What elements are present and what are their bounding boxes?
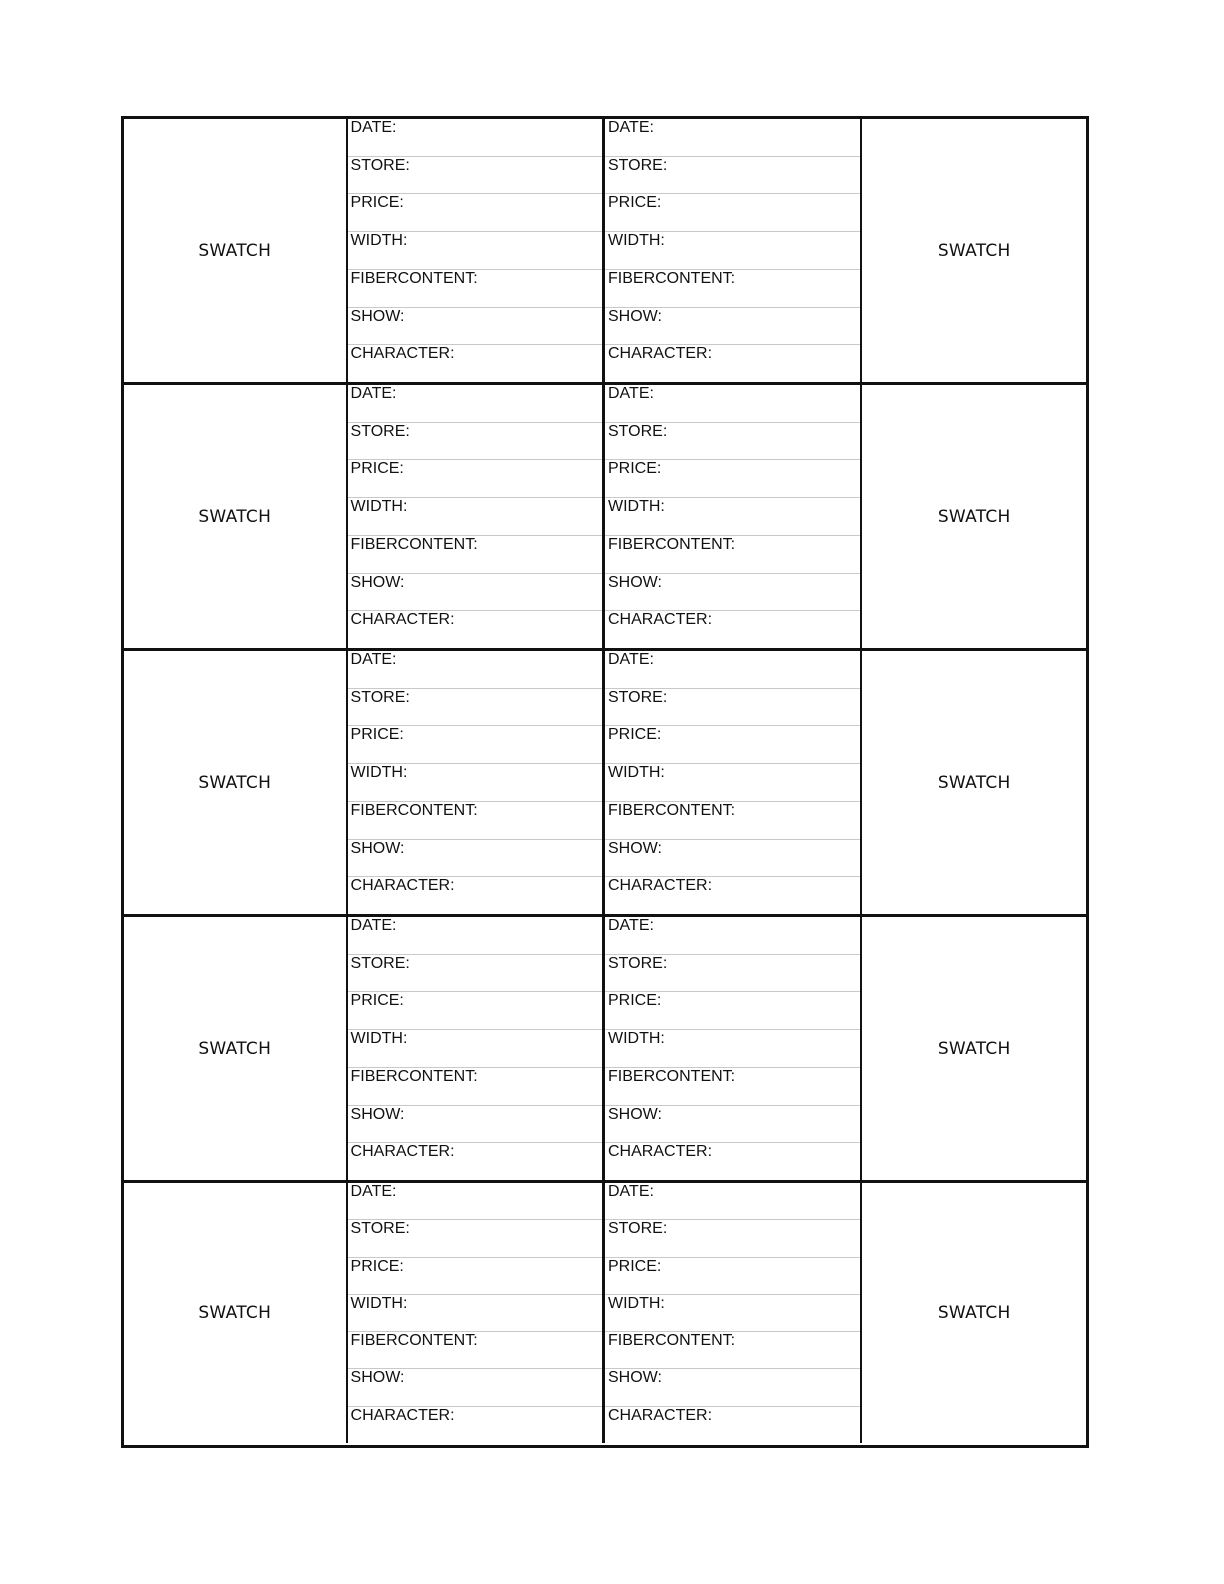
field-label: PRICE: — [348, 992, 602, 1030]
field-label: PRICE: — [605, 992, 860, 1030]
swatch-row — [124, 119, 1086, 385]
swatch-box-left: SWATCH — [124, 1183, 348, 1443]
field-label: STORE: — [348, 1220, 602, 1257]
record-fields-column — [348, 651, 605, 914]
field-label: WIDTH: — [348, 498, 602, 536]
field-label: DATE: — [348, 1183, 602, 1220]
field-label: STORE: — [605, 423, 860, 461]
field-label: DATE: — [348, 917, 602, 955]
field-label: FIBERCONTENT: — [348, 270, 602, 308]
field-label: CHARACTER: — [608, 611, 713, 629]
field-label: DATE: — [605, 1183, 860, 1220]
swatch-box-right: SWATCH — [937, 772, 1011, 793]
field-label: WIDTH: — [605, 1030, 860, 1068]
swatch-row — [124, 651, 1086, 917]
field-label: WIDTH: — [605, 764, 860, 802]
swatch-box-right: SWATCH — [937, 1038, 1011, 1059]
field-label: DATE: — [605, 119, 860, 157]
field-label: SHOW: — [348, 1106, 602, 1144]
field-label: DATE: — [605, 385, 860, 423]
field-label: FIBERCONTENT: — [605, 1332, 860, 1369]
record-fields-column — [605, 917, 862, 1180]
field-label: FIBERCONTENT: — [348, 802, 602, 840]
record-fields-column — [348, 119, 605, 382]
field-label: STORE: — [605, 689, 860, 727]
field-label: PRICE: — [605, 194, 860, 232]
field-label: STORE: — [348, 423, 602, 461]
field-label: SHOW: — [605, 308, 860, 346]
field-label: CHARACTER: — [608, 1143, 713, 1161]
field-label: SHOW: — [348, 308, 602, 346]
swatch-box-right: SWATCH — [937, 506, 1011, 527]
field-label: PRICE: — [605, 460, 860, 498]
field-label: SHOW: — [605, 574, 860, 612]
field-label: SHOW: — [605, 1369, 860, 1406]
field-label: PRICE: — [348, 726, 602, 764]
record-fields-column — [605, 385, 862, 648]
field-label: DATE: — [605, 651, 860, 689]
swatch-box-right: SWATCH — [937, 1303, 1011, 1323]
field-label: STORE: — [605, 955, 860, 993]
field-label: SHOW: — [348, 1369, 602, 1406]
field-label: WIDTH: — [605, 498, 860, 536]
field-label: CHARACTER: — [608, 1406, 713, 1424]
record-fields-column — [348, 917, 605, 1180]
swatch-row — [124, 917, 1086, 1183]
field-label: PRICE: — [348, 460, 602, 498]
field-label: STORE: — [605, 1220, 860, 1257]
record-fields-column — [605, 1183, 862, 1443]
field-label: FIBERCONTENT: — [605, 270, 860, 308]
field-label: PRICE: — [348, 1258, 602, 1295]
field-label: FIBERCONTENT: — [348, 536, 602, 574]
field-label: STORE: — [348, 955, 602, 993]
field-label: CHARACTER: — [608, 345, 713, 363]
field-label: FIBERCONTENT: — [348, 1332, 602, 1369]
swatch-record-sheet — [121, 116, 1089, 1448]
field-label: SHOW: — [605, 1106, 860, 1144]
swatch-box-left: SWATCH — [124, 651, 348, 914]
field-label: CHARACTER: — [350, 611, 455, 629]
swatch-row — [124, 1183, 1086, 1443]
swatch-box-left: SWATCH — [124, 119, 348, 382]
field-label: PRICE: — [605, 726, 860, 764]
field-label: SHOW: — [348, 840, 602, 878]
field-label: WIDTH: — [348, 764, 602, 802]
field-label: DATE: — [348, 385, 602, 423]
field-label: DATE: — [605, 917, 860, 955]
field-label: DATE: — [348, 651, 602, 689]
field-label: PRICE: — [605, 1258, 860, 1295]
field-label: CHARACTER: — [350, 345, 455, 363]
record-fields-column — [348, 1183, 605, 1443]
field-label: FIBERCONTENT: — [605, 536, 860, 574]
field-label: WIDTH: — [348, 1030, 602, 1068]
field-label: STORE: — [605, 157, 860, 195]
field-label: STORE: — [348, 689, 602, 727]
field-label: CHARACTER: — [608, 877, 713, 895]
field-label: WIDTH: — [605, 1295, 860, 1332]
field-label: CHARACTER: — [350, 1406, 455, 1424]
field-label: SHOW: — [348, 574, 602, 612]
field-label: CHARACTER: — [350, 1143, 455, 1161]
field-label: FIBERCONTENT: — [348, 1068, 602, 1106]
swatch-box-right: SWATCH — [937, 240, 1011, 261]
field-label: CHARACTER: — [350, 877, 455, 895]
field-label: WIDTH: — [348, 232, 602, 270]
record-fields-column — [605, 651, 862, 914]
field-label: WIDTH: — [348, 1295, 602, 1332]
field-label: FIBERCONTENT: — [605, 802, 860, 840]
record-fields-column — [605, 119, 862, 382]
swatch-box-left: SWATCH — [124, 917, 348, 1180]
field-label: SHOW: — [605, 840, 860, 878]
field-label: STORE: — [348, 157, 602, 195]
field-label: FIBERCONTENT: — [605, 1068, 860, 1106]
record-fields-column — [348, 385, 605, 648]
swatch-box-left: SWATCH — [124, 385, 348, 648]
field-label: DATE: — [348, 119, 602, 157]
field-label: PRICE: — [348, 194, 602, 232]
swatch-row — [124, 385, 1086, 651]
field-label: WIDTH: — [605, 232, 860, 270]
